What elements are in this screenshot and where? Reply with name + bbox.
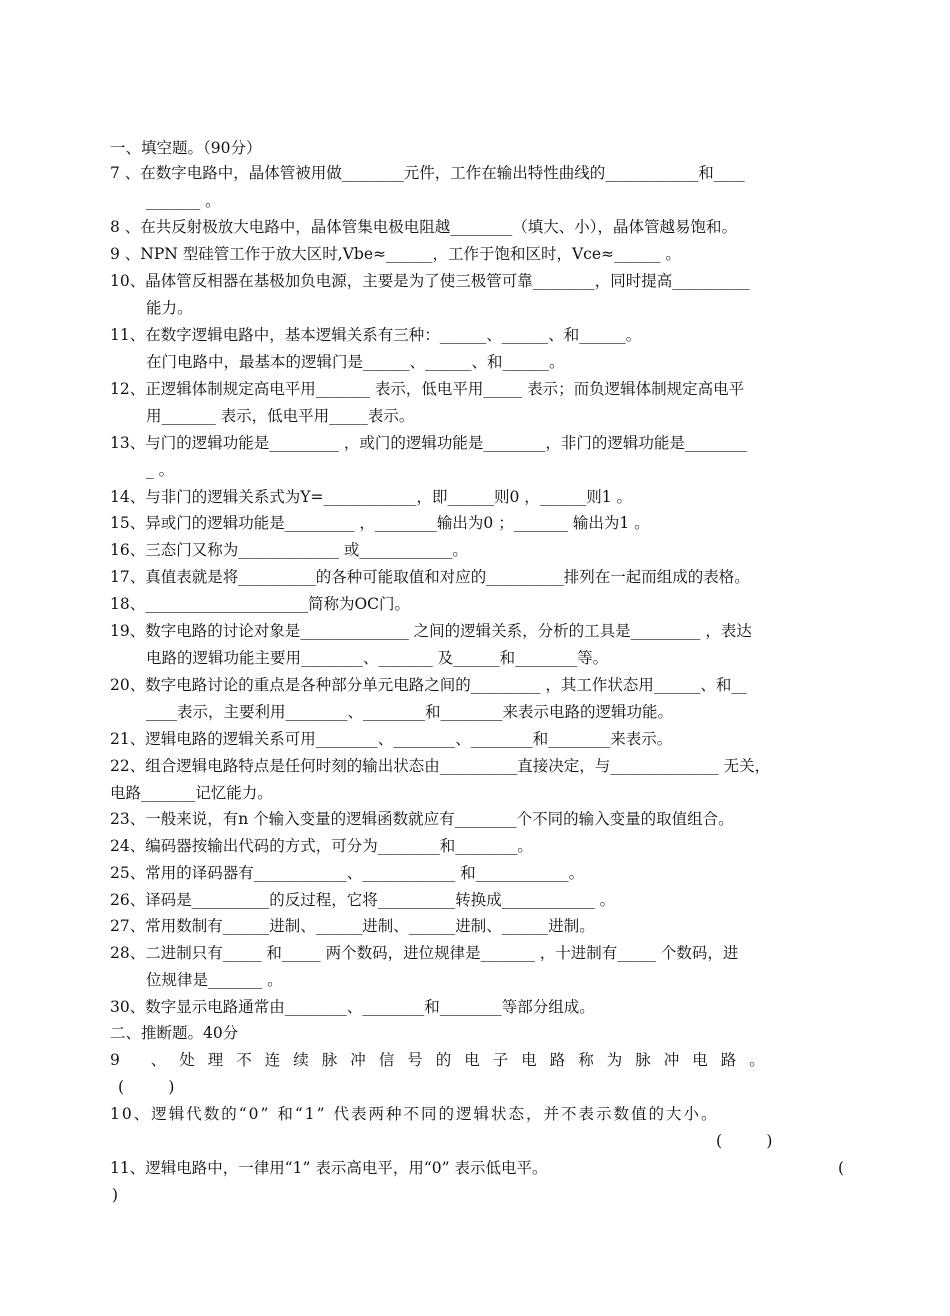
question-28: 28、二进制只有_____ 和_____ 两个数码，进位规律是_______ ，十进制有_____ 个数码，进 — [110, 944, 739, 962]
question-20: 20、数字电路讨论的重点是各种部分单元电路之间的_________ ，其工作状态用______、和__ — [110, 676, 747, 694]
question-30: 30、数字显示电路通常由________、________和________等部分组成。 — [110, 998, 595, 1016]
question-13: 13、与门的逻辑功能是_________ ，或门的逻辑功能是________，非门的逻辑功能是________ — [110, 434, 747, 452]
question-20-cont: ____表示，主要利用________、________和________来表示电路的逻辑功能。 — [146, 703, 674, 721]
question-12-cont: 用_______ 表示，低电平用_____表示。 — [146, 407, 415, 425]
question-25: 25、常用的译码器有____________、____________ 和____________。 — [110, 864, 585, 882]
judge-10-answer-parens: ( ) — [716, 1132, 773, 1150]
question-22: 22、组合逻辑电路特点是任何时刻的输出状态由__________直接决定，与______________ 无关， — [110, 757, 771, 775]
question-8: 8 、在共反射极放大电路中，晶体管集电极电阻越________（填大、小），晶体管越易饱和。 — [110, 218, 738, 236]
judge-11-paren-open: ( — [838, 1159, 845, 1177]
question-11-cont: 在门电路中，最基本的逻辑门是______、______、和______。 — [146, 353, 565, 371]
question-16: 16、三态门又称为_____________ 或____________。 — [110, 541, 468, 559]
judge-11-paren-close: ) — [112, 1186, 119, 1204]
question-24: 24、编码器按输出代码的方式，可分为________和________。 — [110, 837, 533, 855]
judge-question-9: 9 、处理不连续脉冲信号的电子电路称为脉冲电路。 — [110, 1051, 778, 1069]
question-10-cont: 能力。 — [146, 299, 193, 317]
section-title-judge: 二、推断题。40分 — [110, 1024, 239, 1042]
question-22-cont: 电路_______记忆能力。 — [110, 784, 273, 802]
question-27: 27、常用数制有______进制、______进制、______进制、______进制。 — [110, 917, 595, 935]
question-28-cont: 位规律是_______ 。 — [146, 971, 283, 989]
judge-question-10: 10、逻辑代数的“0” 和“1” 代表两种不同的逻辑状态，并不表示数值的大小。 — [110, 1105, 719, 1123]
question-19: 19、数字电路的讨论对象是______________ 之间的逻辑关系，分析的工具是_________ ，表达 — [110, 622, 752, 640]
question-19-cont: 电路的逻辑功能主要用________、_______ 及______和________等。 — [146, 649, 609, 667]
question-10: 10、晶体管反相器在基极加负电源，主要是为了使三极管可靠________，同时提高__________ — [110, 272, 750, 290]
question-14: 14、与非门的逻辑关系式为Y=____________，即______则0 ，______则1 。 — [110, 488, 633, 506]
judge-question-11: 11、逻辑电路中，一律用“1” 表示高电平，用“0” 表示低电平。 — [110, 1159, 548, 1177]
question-7: 7 、在数字电路中，晶体管被用做________元件，工作在输出特性曲线的____________和____ — [110, 164, 745, 182]
question-18: 18、_____________________简称为OC门。 — [110, 595, 411, 613]
question-15: 15、异或门的逻辑功能是_________ ，________输出为0 ；_______ 输出为1 。 — [110, 514, 650, 532]
question-12: 12、正逻辑体制规定高电平用_______ 表示，低电平用_____ 表示；而负逻辑体制规定高电平 — [110, 380, 745, 398]
question-11: 11、在数字逻辑电路中，基本逻辑关系有三种：______、______、和______。 — [110, 326, 642, 344]
question-23: 23、一般来说，有n 个输入变量的逻辑函数就应有________个不同的输入变量的取值组合。 — [110, 810, 734, 828]
question-9: 9 、NPN 型硅管工作于放大区时,Vbe≈______，工作于饱和区时，Vce≈______ 。 — [110, 245, 681, 263]
question-21: 21、逻辑电路的逻辑关系可用________、________、________和________来表示。 — [110, 730, 673, 748]
question-7-cont: _______ 。 — [146, 192, 221, 210]
judge-9-answer-parens: ( ) — [118, 1078, 175, 1096]
question-17: 17、真值表就是将__________的各种可能取值和对应的__________排列在一起而组成的表格。 — [110, 568, 750, 586]
section-title-fill-blank: 一、填空题。（90分） — [110, 139, 262, 157]
question-26: 26、译码是__________的反过程，它将__________转换成____________ 。 — [110, 891, 616, 909]
question-13-cont: _ 。 — [146, 461, 175, 479]
